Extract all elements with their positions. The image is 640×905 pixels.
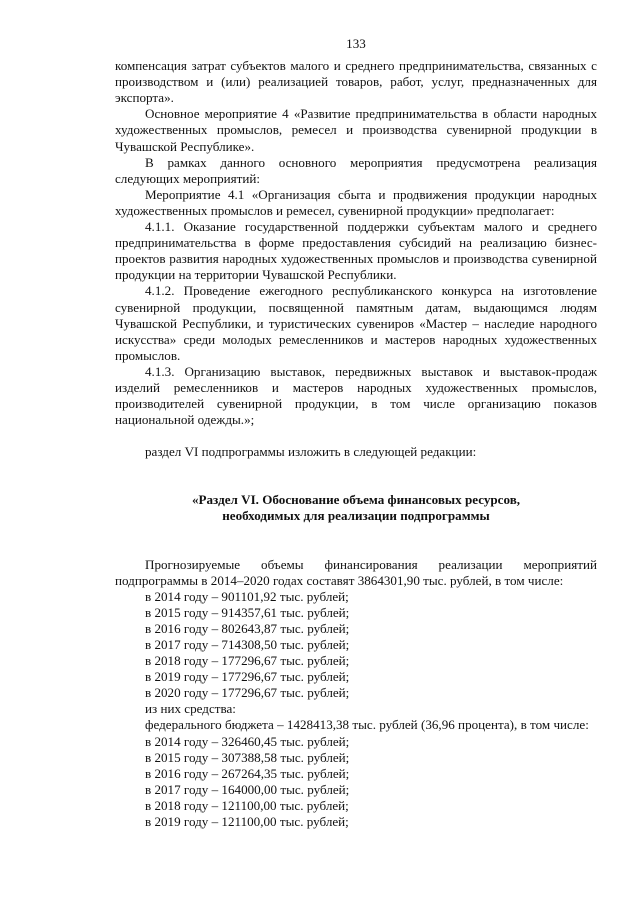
spacer [115,525,597,541]
section-heading-line-2: необходимых для реализации подпрограммы [222,508,490,524]
paragraph: В рамках данного основного мероприятия предусмотрена реализация следующих мероприятий: [115,154,597,186]
spacer [115,541,597,557]
section-heading-line-1: «Раздел VI. Обоснование объема финансовых ресурсов, [191,492,521,508]
yearly-federal-list [115,734,597,831]
paragraph: 4.1.1. Оказание государственной поддержки субъектам малого и среднего предпринимательства в форме предоставления субсидий на реализацию бизнес-проектов развития народных художественных промыслов и производства сувенирной продукции на территории Чувашской Республики. [115,219,597,283]
list-item: в 2020 году – 177296,67 тыс. рублей; [145,685,350,701]
spacer [115,460,597,476]
list-item: в 2019 году – 121100,00 тыс. рублей; [145,814,349,830]
spacer [115,428,597,444]
yearly-total-list [115,589,597,702]
list-item: в 2016 году – 802643,87 тыс. рублей; [145,620,350,636]
list-item: в 2015 году – 307388,58 тыс. рублей; [145,749,350,765]
paragraph: 4.1.2. Проведение ежегодного республиканского конкурса на изготовление сувенирной продукции, посвященной памятным датам, выдающимся людям Чувашской Республики, и туристических сувениров «Мастер – наследие народного искусства» среди молодых ремесленников и мастеров народных художественных промыслов. [115,283,597,363]
spacer [115,476,597,492]
list-item: в 2014 году – 326460,45 тыс. рублей; [145,733,350,749]
list-item: в 2016 году – 267264,35 тыс. рублей; [145,765,350,781]
list-item: в 2019 году – 177296,67 тыс. рублей; [145,669,350,685]
section-heading [115,492,597,524]
of-which-label: из них средства: [145,701,236,717]
federal-budget-paragraph: федерального бюджета – 1428413,38 тыс. рублей (36,96 процента), в том числе: [145,717,589,733]
top-paragraphs [115,58,597,428]
paragraph: 4.1.3. Организацию выставок, передвижных выставок и выставок-продаж изделий ремесленников и мастеров народных художественных промыслов, производителей сувенирной продукции, в том числе организацию показов национальной одежды.»; [115,363,597,428]
paragraph: компенсация затрат субъектов малого и среднего предпринимательства, связанных с производством и (или) реализацией товаров, работ, услуг, предназначенных для экспорта». [115,58,597,106]
list-item: в 2015 году – 914357,61 тыс. рублей; [145,604,350,620]
instruction-text: раздел VI подпрограммы изложить в следующей редакции: [145,444,477,460]
total-financing-paragraph: Прогнозируемые объемы финансирования реализации мероприятий подпрограммы в 2014–2020 годах составят 3864301,90 тыс. рублей, в том числе: [115,556,597,588]
paragraph: Основное мероприятие 4 «Развитие предпринимательства в области народных художественных промыслов, ремесел и производства сувенирной продукции в Чувашской Республике». [115,106,597,154]
list-item: в 2018 году – 121100,00 тыс. рублей; [145,797,349,813]
page-number: 133 [346,36,366,51]
list-item: в 2018 году – 177296,67 тыс. рублей; [145,653,350,669]
list-item: в 2017 году – 714308,50 тыс. рублей; [145,637,350,652]
paragraph: Мероприятие 4.1 «Организация сбыта и продвижения продукции народных художественных промыслов и ремесел, сувенирной продукции» предполагает: [115,186,597,218]
list-item: в 2017 году – 164000,00 тыс. рублей; [145,781,350,797]
list-item: в 2014 году – 901101,92 тыс. рублей; [145,588,349,604]
